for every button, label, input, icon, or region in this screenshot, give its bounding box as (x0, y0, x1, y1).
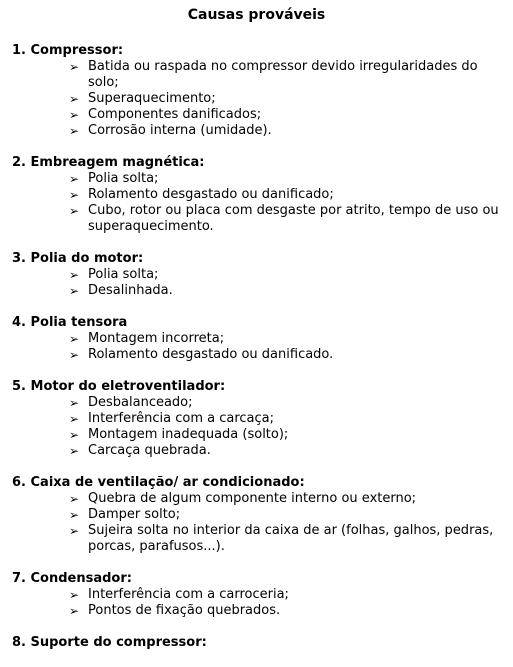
arrowhead-bullet-icon: ➢ (69, 396, 80, 410)
arrowhead-bullet-icon: ➢ (69, 108, 80, 122)
list-item-text: Montagem inadequada (solto); (88, 427, 289, 442)
arrowhead-bullet-icon: ➢ (69, 604, 80, 618)
list-item-text: Polia solta; (88, 171, 159, 186)
arrowhead-bullet-icon: ➢ (69, 284, 80, 298)
list-item-text: Rolamento desgastado ou danificado; (88, 187, 334, 202)
list-item (12, 523, 507, 555)
section-heading: 2. Embreagem magnética: (12, 155, 205, 170)
arrowhead-bullet-icon: ➢ (69, 444, 80, 458)
list-item-text: Carcaça quebrada. (88, 443, 211, 458)
arrowhead-bullet-icon: ➢ (69, 348, 80, 362)
list-item (12, 491, 507, 507)
cause-list (12, 491, 507, 555)
arrowhead-bullet-icon: ➢ (69, 204, 80, 218)
cause-list (12, 331, 507, 363)
list-item-text: Superaquecimento; (88, 91, 216, 106)
list-item (12, 507, 507, 523)
section-heading: 3. Polia do motor: (12, 251, 144, 266)
arrowhead-bullet-icon: ➢ (69, 268, 80, 282)
list-item (12, 187, 507, 203)
arrowhead-bullet-icon: ➢ (69, 588, 80, 602)
section-suporte-do-compressor (12, 635, 507, 651)
list-item (12, 267, 507, 283)
cause-list (12, 171, 507, 235)
arrowhead-bullet-icon: ➢ (69, 492, 80, 506)
section-heading: 5. Motor do eletroventilador: (12, 379, 226, 394)
list-item (12, 331, 507, 347)
list-item (12, 59, 507, 91)
list-item-text: Desalinhada. (88, 283, 173, 298)
arrowhead-bullet-icon: ➢ (69, 188, 80, 202)
list-item-text: Corrosão interna (umidade). (88, 123, 272, 138)
section-heading: 4. Polia tensora (12, 315, 128, 330)
list-item-text: Quebra de algum componente interno ou externo; (88, 491, 417, 506)
list-item (12, 427, 507, 443)
section-heading: 8. Suporte do compressor: (12, 635, 207, 650)
arrowhead-bullet-icon: ➢ (69, 508, 80, 522)
list-item-text: Componentes danificados; (88, 107, 262, 122)
list-item (12, 107, 507, 123)
section-heading: 7. Condensador: (12, 571, 132, 586)
list-item (12, 443, 507, 459)
cause-list (12, 267, 507, 299)
list-item-text: Pontos de fixação quebrados. (88, 603, 281, 618)
arrowhead-bullet-icon: ➢ (69, 172, 80, 186)
arrowhead-bullet-icon: ➢ (69, 92, 80, 106)
section-motor-do-eletroventilador (12, 379, 507, 459)
list-item (12, 91, 507, 107)
arrowhead-bullet-icon: ➢ (69, 332, 80, 346)
cause-list (12, 587, 507, 619)
section-embreagem-magnetica (12, 155, 507, 235)
arrowhead-bullet-icon: ➢ (69, 428, 80, 442)
list-item-text: Polia solta; (88, 267, 159, 282)
list-item (12, 395, 507, 411)
list-item-text: Damper solto; (88, 507, 181, 522)
list-item (12, 603, 507, 619)
arrowhead-bullet-icon: ➢ (69, 60, 80, 74)
section-polia-tensora (12, 315, 507, 363)
list-item-text: Cubo, rotor ou placa com desgaste por atrito, tempo de uso ou superaquecimento. (88, 203, 499, 234)
list-item-text: Rolamento desgastado ou danificado. (88, 347, 334, 362)
section-caixa-de-ventilacao (12, 475, 507, 555)
arrowhead-bullet-icon: ➢ (69, 412, 80, 426)
list-item-text: Sujeira solta no interior da caixa de ar (folhas, galhos, pedras, porcas, parafusos...). (88, 523, 494, 554)
list-item-text: Interferência com a carcaça; (88, 411, 275, 426)
section-compressor (12, 43, 507, 139)
list-item (12, 203, 507, 235)
list-item-text: Montagem incorreta; (88, 331, 225, 346)
cause-list (12, 59, 507, 139)
list-item (12, 411, 507, 427)
section-polia-do-motor (12, 251, 507, 299)
list-item (12, 171, 507, 187)
list-item-text: Desbalanceado; (88, 395, 193, 410)
list-item-text: Batida ou raspada no compressor devido irregularidades do solo; (88, 59, 478, 90)
list-item (12, 587, 507, 603)
cause-list (12, 395, 507, 459)
arrowhead-bullet-icon: ➢ (69, 124, 80, 138)
section-heading: 6. Caixa de ventilação/ ar condicionado: (12, 475, 305, 490)
section-condensador (12, 571, 507, 619)
causes-list (12, 43, 507, 667)
section-heading: 1. Compressor: (12, 43, 124, 58)
list-item (12, 123, 507, 139)
list-item (12, 283, 507, 299)
arrowhead-bullet-icon: ➢ (69, 524, 80, 538)
page-title: Causas prováveis (187, 7, 326, 23)
list-item-text: Interferência com a carroceria; (88, 587, 289, 602)
list-item (12, 347, 507, 363)
